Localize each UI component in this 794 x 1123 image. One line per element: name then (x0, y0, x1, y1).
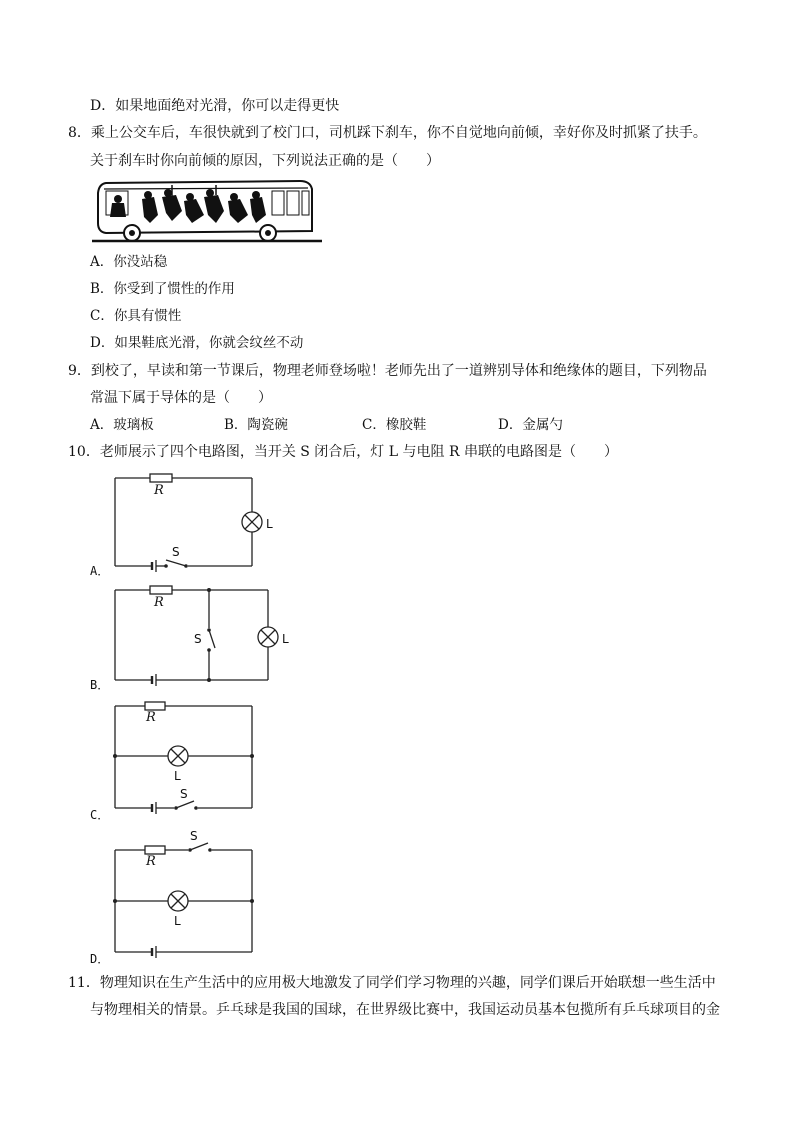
q8-option-c: C．你具有惯性 (90, 308, 182, 324)
q7-option-d: D．如果地面绝对光滑，你可以走得更快 (90, 98, 340, 114)
l-label-d: L (174, 914, 181, 928)
r-label-d: R (146, 854, 156, 869)
circuit-diagram-b (100, 582, 310, 690)
q10-stem: 10．老师展示了四个电路图，当开关 S 闭合后，灯 L 与电阻 R 串联的电路图是（ ） (68, 444, 618, 460)
circuit-diagram-d (100, 828, 270, 958)
l-label-a: L (266, 517, 273, 531)
q9-stem-line1: 9．到校了，早读和第一节课后，物理老师登场啦！老师先出了一道辨别导体和绝缘体的题目，下列物品 (68, 363, 707, 379)
circuit-label-a: A． (90, 564, 110, 578)
circuit-label-d: D． (90, 952, 110, 966)
q8-option-d: D．如果鞋底光滑，你就会纹丝不动 (90, 335, 304, 351)
resistor-r-b (150, 586, 172, 594)
s-label-a: S (172, 545, 180, 559)
s-label-b: S (194, 632, 202, 646)
r-label-a: R (154, 483, 164, 498)
circuit-diagram-a (100, 470, 300, 574)
bus-illustration (92, 177, 322, 245)
circuit-label-c: C． (90, 808, 110, 822)
resistor-r-c (145, 702, 165, 710)
q9-stem-line2: 常温下属于导体的是（ ） (90, 390, 272, 406)
l-label-b: L (282, 632, 289, 646)
r-label-c: R (146, 710, 156, 725)
q9-option-d: D．金属勺 (498, 417, 563, 433)
q11-stem-line1: 11．物理知识在生产生活中的应用极大地激发了同学们学习物理的兴趣，同学们课后开始联想一些生活中 (68, 975, 716, 991)
q9-option-a: A．玻璃板 (90, 417, 154, 433)
q8-stem-line2: 关于刹车时你向前倾的原因，下列说法正确的是（ ） (90, 153, 440, 169)
resistor-r-a (150, 474, 172, 482)
s-label-d: S (190, 829, 198, 843)
circuit-label-b: B． (90, 678, 110, 692)
q8-option-b: B．你受到了惯性的作用 (90, 281, 235, 297)
q9-option-c: C．橡胶鞋 (362, 417, 427, 433)
r-label-b: R (154, 595, 164, 610)
q8-option-a: A．你没站稳 (90, 254, 168, 270)
q9-option-b: B．陶瓷碗 (224, 417, 288, 433)
s-label-c: S (180, 787, 188, 801)
resistor-r-d (145, 846, 165, 854)
circuit-diagram-c (100, 698, 270, 814)
l-label-c: L (174, 769, 181, 783)
q8-stem-line1: 8．乘上公交车后，车很快就到了校门口，司机踩下刹车，你不自觉地向前倾，幸好你及时抓紧了扶手。 (68, 125, 707, 141)
q11-stem-line2: 与物理相关的情景。乒乓球是我国的国球，在世界级比赛中，我国运动员基本包揽所有乒乓球项目的金 (90, 1002, 720, 1018)
